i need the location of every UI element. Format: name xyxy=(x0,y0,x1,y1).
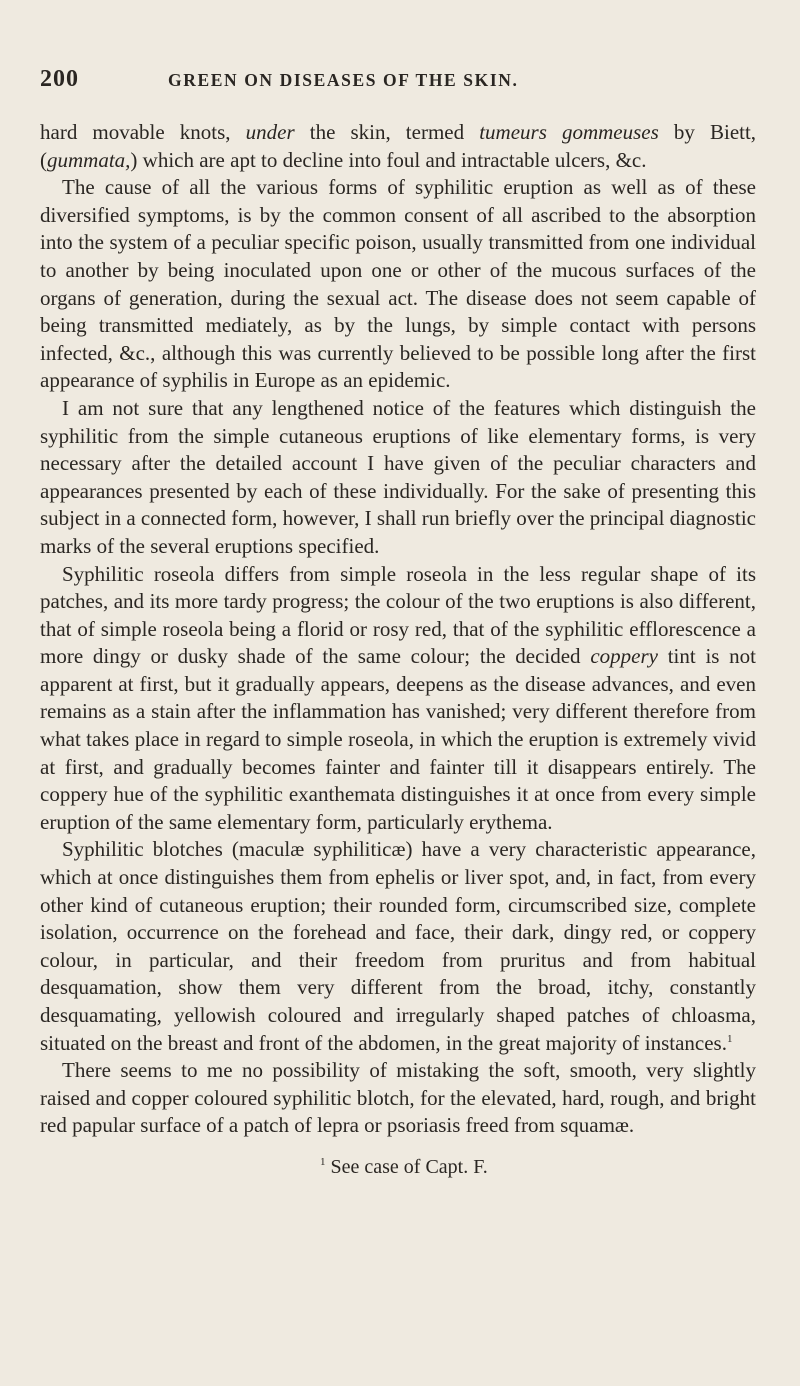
paragraph-5: Syphilitic blotches (maculæ syphiliticæ) have a very characteristic appearance, which at once distinguishes them from ephelis or liver spot, and, in fact, from every other kind of cutaneous eruption; their rounded form, circumscribed size, complete isolation, occurrence on the forehead and face, their dark, dingy red, or coppery colour, in particular, and their freedom from pruritus and from habitual desquamation, show them very different from the broad, itchy, constantly desquamating, yellowish coloured and irregularly shaped patches of chloasma, situated on the breast and front of the abdomen, in the great majority of instances.$^1$ xyxy=(40,837,756,1055)
italic-gummata: gummata, xyxy=(47,147,131,172)
page-number: 200 xyxy=(40,66,79,92)
running-title: GREEN ON DISEASES OF THE SKIN. xyxy=(168,70,519,90)
paragraph-3: I am not sure that any lengthened notice of the features which distinguish the syphilitic from the simple cutaneous eruptions of like elementary forms, is very necessary after the detailed account I have given of the peculiar characters and appearances presented by each of these individually. For the sake of presenting this subject in a connected form, however, I shall run briefly over the principal diagnostic marks of the several eruptions specified. xyxy=(40,395,756,558)
page-header xyxy=(40,66,756,100)
paragraph-1: hard movable knots, under the skin, termed tumeurs gommeuses by Biett, (gummata,) which are apt to decline into foul and intractable ulcers, &c. xyxy=(40,120,757,172)
footnote-text: See case of Capt. F. xyxy=(330,1155,488,1178)
paragraph-6: There seems to me no possibility of mistaking the soft, smooth, very slightly raised and copper coloured syphilitic blotch, for the elevated, hard, rough, and bright red papular surface of a patch of lepra or psoriasis freed from squamæ. xyxy=(40,1058,756,1138)
footnote-reference: 1 xyxy=(726,1032,733,1045)
italic-coppery: coppery xyxy=(590,644,658,669)
paragraph-4: Syphilitic roseola differs from simple roseola in the less regular shape of its patches, and its more tardy progress; the colour of the two eruptions is also different, that of simple roseola being a florid or rosy red, that of the syphilitic efflorescence a more dingy or dusky shade of the same colour; the decided coppery tint is not apparent at first, but it gradually appears, deepens as the disease advances, and even remains as a stain after the inflammation has vanished; very different therefore from what takes place in regard to simple roseola, in which the eruption is extremely vivid at first, and gradually becomes fainter and fainter till it disappears entirely. The coppery hue of the syphilitic exanthemata distinguishes it at once from every simple eruption of the same elementary form, particularly erythema. xyxy=(40,561,757,834)
footnote xyxy=(40,1154,756,1180)
paragraph-2: The cause of all the various forms of syphilitic eruption as well as of these diversified symptoms, is by the common consent of all ascribed to the absorption into the system of a peculiar specific poison, usually transmitted from one individual to another by being inoculated upon one or other of the mucous surfaces of the organs of generation, during the sexual act. The disease does not seem capable of being transmitted mediately, as by the lungs, by simple contact with persons infected, &c., although this was currently believed to be possible long after the first appearance of syphilis in Europe as an epidemic. xyxy=(40,175,756,393)
body-text xyxy=(40,119,756,1140)
italic-under: under xyxy=(245,120,295,144)
footnote-marker: 1 xyxy=(320,1155,326,1168)
italic-tumeurs-gommeuses: tumeurs gommeuses xyxy=(479,120,659,144)
